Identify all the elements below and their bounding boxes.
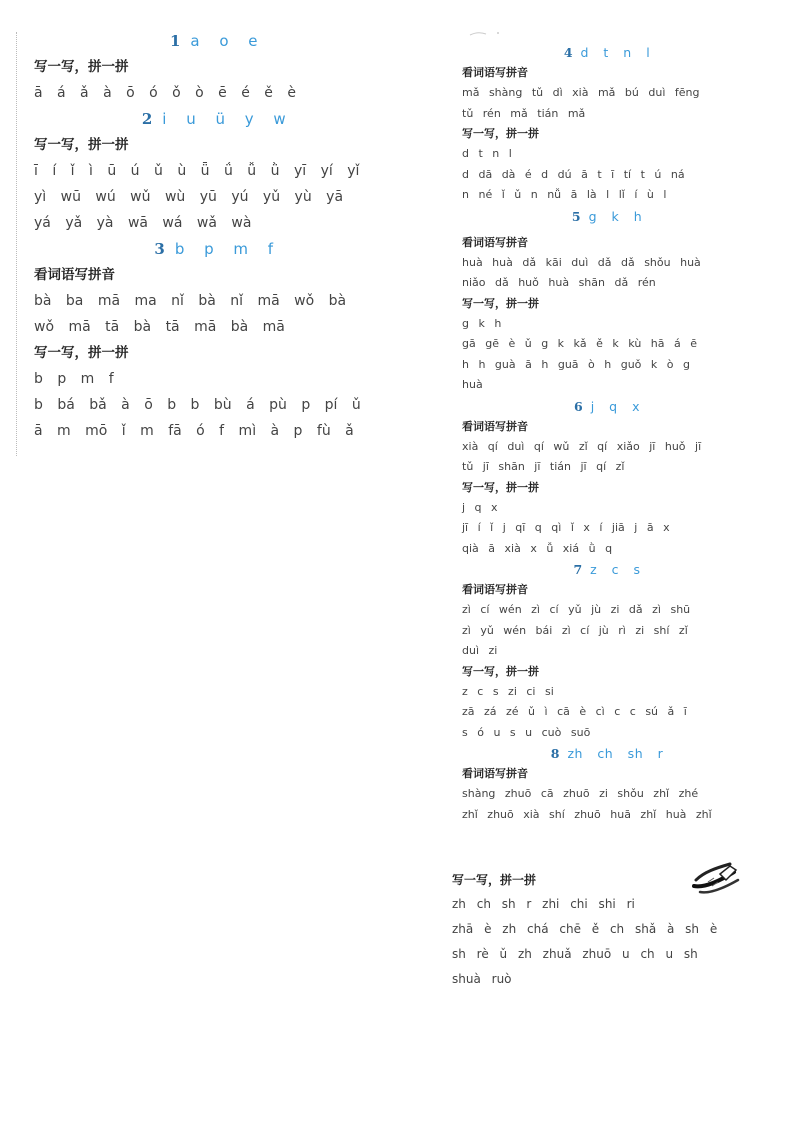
pinyin-line: ā á ǎ à ō ó ǒ ò ē é ě è	[34, 85, 296, 101]
pinyin-line: j q x	[462, 500, 498, 514]
pinyin-line: sh rè ǔ zh zhuǎ zhuō u ch u sh	[452, 947, 698, 961]
pinyin-line: xià qí duì qí wǔ zǐ qí xiǎo jī huǒ jī	[462, 439, 702, 453]
pinyin-line: wǒ mā tā bà tā mā bà mā	[34, 319, 285, 335]
section-title	[34, 106, 394, 132]
section-letters: z c s	[590, 562, 641, 577]
section-title	[462, 42, 752, 63]
pinyin-line: n né ǐ ǔ n nǚ ā là l lǐ í ù l	[462, 188, 667, 201]
pinyin-line: bà ba mā ma nǐ bà nǐ mā wǒ bà	[34, 293, 347, 309]
section-title	[462, 743, 752, 764]
pinyin-line: duì zi	[462, 644, 498, 657]
pinyin-line: zì cí wén zì cí yǔ jù zi dǎ zì shū	[462, 603, 691, 616]
section-title	[34, 28, 394, 54]
pinyin-line: zhǐ zhuō xià shí zhuō huā zhǐ huà zhǐ	[462, 807, 712, 821]
exercise-heading: 看词语写拼音	[462, 235, 528, 249]
pinyin-line: zhā è zh chá chē ě ch shǎ à sh è	[452, 922, 718, 936]
section-number: 4	[563, 45, 573, 60]
exercise-heading: 写一写，拼一拼	[34, 137, 129, 153]
pinyin-line: niǎo dǎ huǒ huà shān dǎ rén	[462, 276, 656, 289]
pinyin-line: huà huà dǎ kāi duì dǎ dǎ shǒu huà	[462, 255, 701, 269]
section-number: 6	[574, 398, 583, 414]
scan-speck-decoration	[468, 30, 508, 38]
exercise-heading: 看词语写拼音	[462, 419, 528, 433]
section-letters: j q x	[590, 398, 640, 414]
pinyin-line: tǔ rén mǎ tián mǎ	[462, 106, 586, 120]
pinyin-line: huà	[462, 378, 483, 391]
section-number: 7	[573, 562, 583, 577]
pinyin-line: b p m f	[34, 371, 114, 387]
left-column	[34, 28, 394, 444]
section-number: 1	[169, 32, 181, 50]
exercise-heading: 写一写，拼一拼	[462, 296, 539, 310]
exercise-heading: 写一写，拼一拼	[462, 127, 539, 140]
section-letters: zh ch sh r	[567, 746, 664, 761]
exercise-heading: 写一写，拼一拼	[462, 480, 539, 494]
pinyin-line: ī í ǐ ì ū ú ǔ ù ǖ ǘ ǚ ǜ yī yí yǐ	[34, 163, 360, 179]
pinyin-line: gā gē è ǔ g k kǎ ě k kù hā á ē	[462, 337, 697, 350]
exercise-heading: 看词语写拼音	[462, 767, 528, 780]
exercise-heading: 写一写，拼一拼	[452, 873, 537, 887]
pinyin-line: jī í ǐ j qī q qì ǐ x í jiā j ā x	[462, 521, 670, 534]
pinyin-line: z c s zi ci si	[462, 684, 554, 698]
section-number: 3	[154, 240, 165, 258]
section-letters: b p m f	[174, 240, 274, 258]
pinyin-line: zh ch sh r zhi chi shi ri	[452, 897, 635, 911]
pinyin-line: s ó u s u cuò suō	[462, 725, 591, 739]
pinyin-line: b bá bǎ à ō b b bù á pù p pí ǔ	[34, 397, 361, 413]
section-number: 8	[550, 746, 560, 761]
pinyin-line: d dā dà é d dú ā t ī tí t ú ná	[462, 167, 685, 181]
right-column	[462, 42, 752, 825]
pinyin-line: qià ā xià x ǚ xiá ǜ q	[462, 541, 613, 555]
exercise-heading: 写一写，拼一拼	[34, 59, 129, 75]
section-letters: d t n l	[580, 45, 651, 60]
pinyin-line: yì wū wú wǔ wù yū yú yǔ yù yā	[34, 189, 344, 205]
pinyin-line: g k h	[462, 316, 502, 330]
exercise-heading: 看词语写拼音	[462, 583, 528, 596]
exercise-heading: 写一写，拼一拼	[462, 664, 539, 678]
exercise-heading: 看词语写拼音	[462, 66, 528, 79]
pinyin-line: h h guà ā h guā ò h guǒ k ò g	[462, 357, 690, 371]
left-margin-dotted-rule	[16, 32, 17, 456]
pinyin-line: shuà ruò	[452, 972, 512, 986]
section-title	[462, 396, 752, 417]
section-letters: g k h	[588, 208, 643, 224]
pinyin-line: zì yǔ wén bái zì cí jù rì zi shí zǐ	[462, 623, 688, 637]
section-title	[34, 236, 394, 262]
pinyin-line: ā m mō ǐ m fā ó f mì à p fù ǎ	[34, 423, 354, 439]
pinyin-line: mǎ shàng tǔ dì xià mǎ bú duì fēng	[462, 86, 700, 99]
exercise-heading: 看词语写拼音	[34, 267, 115, 283]
pinyin-line: d t n l	[462, 147, 512, 160]
section-title	[462, 559, 752, 580]
section-number: 5	[571, 208, 581, 224]
section-number: 2	[141, 110, 153, 128]
section-letters: i u ü y w	[162, 110, 287, 128]
section-title	[462, 206, 752, 227]
section-letters: a o e	[190, 32, 259, 50]
pinyin-line: tǔ jī shān jī tián jī qí zǐ	[462, 460, 625, 473]
pencil-drawing-icon	[690, 858, 742, 898]
pinyin-line: yá yǎ yà wā wá wǎ wà	[34, 215, 252, 231]
exercise-heading: 写一写，拼一拼	[34, 345, 129, 361]
pinyin-line: shàng zhuō cā zhuō zi shǒu zhǐ zhé	[462, 787, 699, 800]
pinyin-line: zā zá zé ǔ ì cā è cì c c sú ǎ ī	[462, 705, 687, 718]
